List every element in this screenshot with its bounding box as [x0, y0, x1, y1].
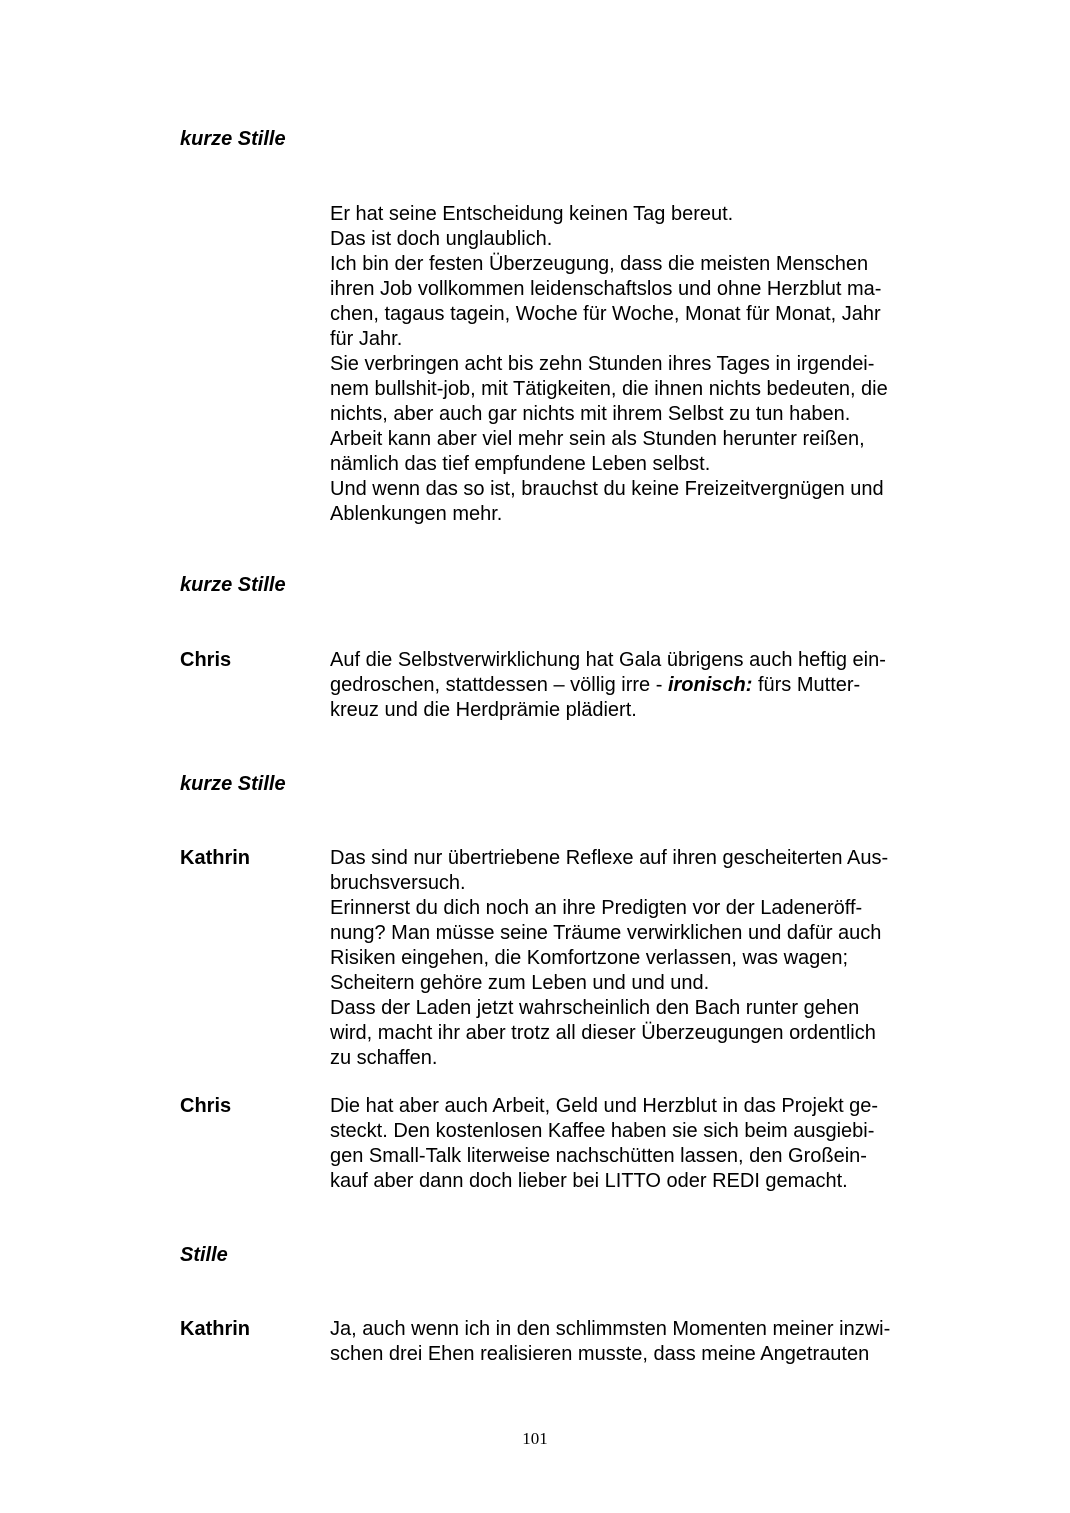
dialogue-line: bruchsversuch. [330, 872, 466, 894]
dialogue-line: Ja, auch wenn ich in den schlimmsten Momenten meiner inzwi- [330, 1318, 891, 1340]
dialogue-line: wird, macht ihr aber trotz all dieser Überzeugungen ordentlich [330, 1022, 876, 1044]
dialogue-line: ihren Job vollkommen leidenschaftslos und ohne Herzblut ma- [330, 278, 882, 300]
dialogue-text [330, 846, 940, 1071]
stage-direction: Stille [180, 1244, 228, 1266]
dialogue-line: Ich bin der festen Überzeugung, dass die meisten Menschen [330, 253, 869, 275]
dialogue-line: Auf die Selbstverwirklichung hat Gala übrigens auch heftig ein- [330, 649, 886, 671]
dialogue-line: schen drei Ehen realisieren musste, dass meine Angetrauten [330, 1343, 870, 1365]
page-number: 101 [522, 1429, 548, 1448]
dialogue-line: Er hat seine Entscheidung keinen Tag bereut. [330, 203, 734, 225]
dialogue-line: nämlich das tief empfundene Leben selbst. [330, 453, 711, 475]
dialogue-line: zu schaffen. [330, 1047, 438, 1069]
dialogue-fragment: fürs Mutter- [752, 674, 861, 696]
dialogue-line: chen, tagaus tagein, Woche für Woche, Monat für Monat, Jahr [330, 303, 881, 325]
dialogue-line: Dass der Laden jetzt wahrscheinlich den Bach runter gehen [330, 997, 860, 1019]
dialogue-line: steckt. Den kostenlosen Kaffee haben sie sich beim ausgiebi- [330, 1120, 875, 1142]
speaker-name: Chris [180, 1095, 232, 1117]
dialogue-fragment: gedroschen, stattdessen – völlig irre - [330, 674, 668, 696]
dialogue-line: nung? Man müsse seine Träume verwirklichen und dafür auch [330, 922, 882, 944]
dialogue-line: Scheitern gehöre zum Leben und und und. [330, 972, 710, 994]
dialogue-line: Das sind nur übertriebene Reflexe auf ihren gescheiterten Aus- [330, 847, 889, 869]
dialogue-line: Erinnerst du dich noch an ihre Predigten vor der Ladeneröff- [330, 897, 863, 919]
stage-direction: kurze Stille [180, 128, 286, 150]
dialogue-line: Ablenkungen mehr. [330, 503, 503, 525]
dialogue-line: für Jahr. [330, 328, 403, 350]
speaker-name: Chris [180, 649, 232, 671]
stage-direction: kurze Stille [180, 773, 286, 795]
speaker-name: Kathrin [180, 847, 250, 869]
dialogue-line: Das ist doch unglaublich. [330, 228, 553, 250]
dialogue-text [330, 1094, 940, 1194]
dialogue-text [330, 202, 940, 527]
dialogue-text [330, 1317, 940, 1367]
dialogue-line: kreuz und die Herdprämie plädiert. [330, 699, 637, 721]
dialogue-line: nichts, aber auch gar nichts mit ihrem Selbst zu tun haben. [330, 403, 851, 425]
dialogue-line: Und wenn das so ist, brauchst du keine Freizeitvergnügen und [330, 478, 884, 500]
dialogue-line [330, 673, 940, 698]
dialogue-text [330, 648, 940, 723]
dialogue-line: kauf aber dann doch lieber bei LITTO oder REDI gemacht. [330, 1170, 848, 1192]
dialogue-line: Die hat aber auch Arbeit, Geld und Herzblut in das Projekt ge- [330, 1095, 879, 1117]
dialogue-line: Arbeit kann aber viel mehr sein als Stunden herunter reißen, [330, 428, 865, 450]
inline-stage-direction: ironisch: [667, 674, 753, 696]
speaker-name: Kathrin [180, 1318, 250, 1340]
dialogue-line: Sie verbringen acht bis zehn Stunden ihres Tages in irgendei- [330, 353, 875, 375]
dialogue-line: Risiken eingehen, die Komfortzone verlassen, was wagen; [330, 947, 849, 969]
stage-direction: kurze Stille [180, 574, 286, 596]
dialogue-line: gen Small-Talk literweise nachschütten lassen, den Großein- [330, 1145, 867, 1167]
dialogue-line: nem bullshit-job, mit Tätigkeiten, die ihnen nichts bedeuten, die [330, 378, 888, 400]
